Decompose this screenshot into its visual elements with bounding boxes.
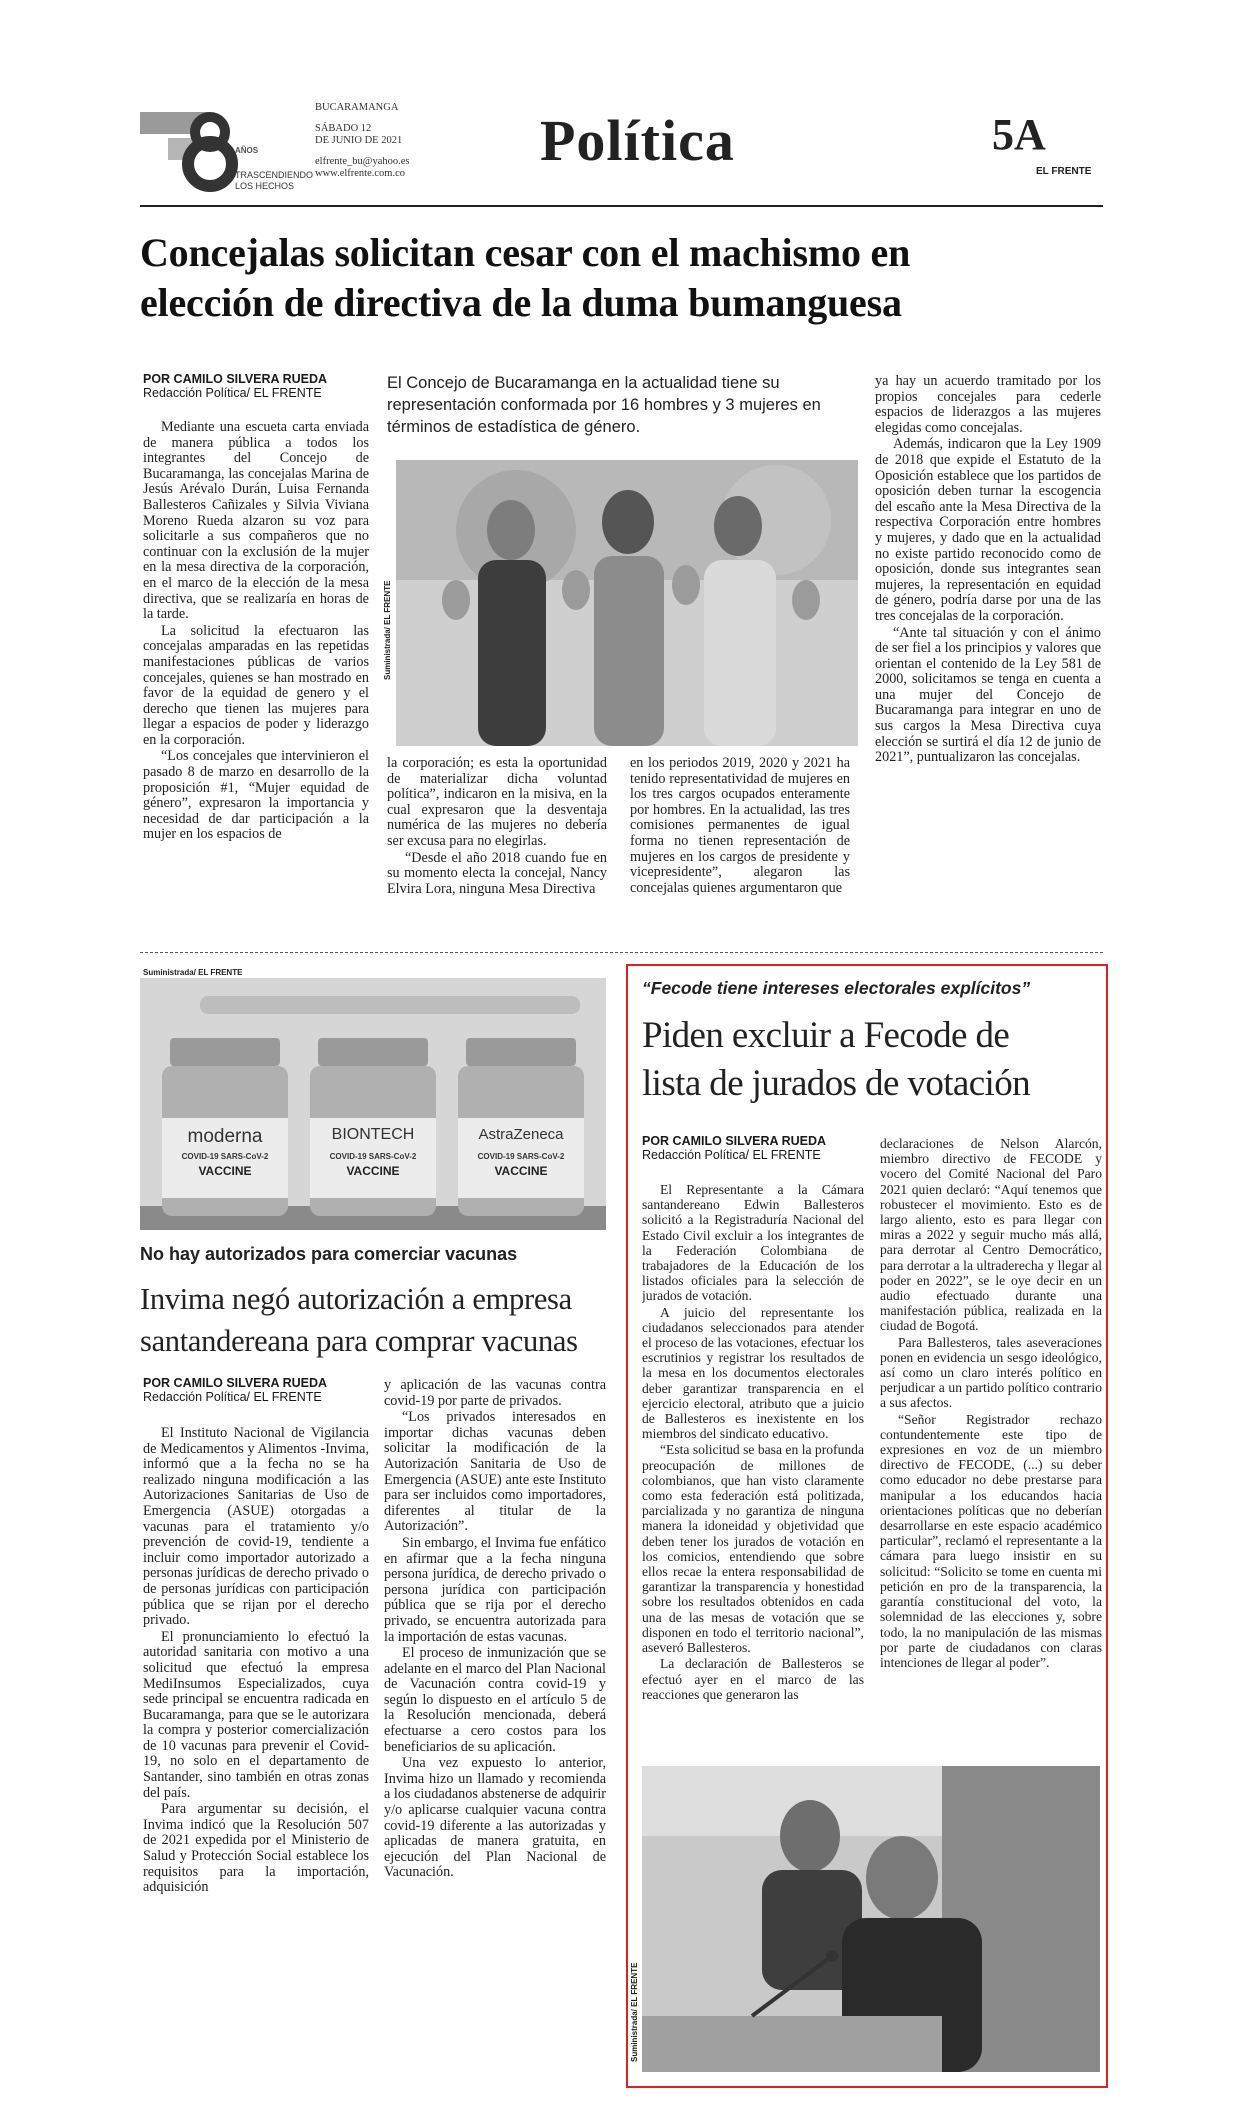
- paragraph: “Señor Registrador rechazo contundentemente este tipo de expresiones en voz de un miembro directivo de FECODE, (...) su deber como educador no debe prestarse para manipular a los educandos hacia orientaciones políticas que no deberían desarrollarse en este espacio académico particular”, reclamó el representante a la cámara para luego insistir en su solicitud: “Solicito se tome en cuenta mi petición en pro de la transparencia, la garantía constitucional del voto, la solemnidad de las elecciones y, sobre todo, la no manipulación de las mismas por parte de ciudadanos con claras intenciones de llegar al poder”.: [880, 1411, 1102, 1670]
- article2-col-1: [143, 1426, 369, 2058]
- article1-pull-quote: El Concejo de Bucaramanga en la actualidad tiene su representación conformada por 16 hombres y 3 mujeres en términos de estadística de género.: [387, 374, 821, 436]
- paragraph: El proceso de inmunización que se adelante en el marco del Plan Nacional de Vacunación contra covid-19 y según lo dispuesto en el artículo 5 de la Resolución mencionada, deberá efectuarse a cero costos para los beneficiarios de su aplicación.: [384, 1645, 606, 1755]
- paragraph: en los periodos 2019, 2020 y 2021 ha tenido representatividad de mujeres en los tres cargos ocupados enteramente por hombres. En la actualidad, las tres comisiones permanentes de igual forma no tienen representación de mujeres en los cargos de presidente y vicepresidente”, alegaron las concejalas quienes argumentaron que: [630, 756, 850, 896]
- paragraph: Mediante una escueta carta enviada de manera pública a todos los integrantes del Concejo de Bucaramanga, las concejalas Marina de Jesús Arévalo Durán, Luisa Fernanda Ballesteros Cañizales y Silvia Viviana Moreno Rueda alzaron su voz para solicitarle a sus compañeros que no continuar con la exclusión de la mujer en la mesa directiva de la corporación, en el marco de la elección de la mesa directiva, que se realizaría en horas de la tarde.: [143, 420, 369, 623]
- masthead: [140, 100, 1100, 206]
- paragraph: Sin embargo, el Invima fue enfático en afirmar que a la fecha ninguna persona jurídica, de derecho privado o persona jurídica con participación pública que se rija por el derecho privado, se encuentra autorizada para la importación de estas vacunas.: [384, 1534, 606, 1645]
- email: elfrente_bu@yahoo.es: [315, 155, 410, 167]
- paragraph: la corporación; es esta la oportunidad de materializar dicha voluntad política”, indicaron en la misiva, en la cual expresaron que la desventaja numérica de las mujeres no debería ser excusa para no elegirlas.: [387, 756, 607, 849]
- article2-col-2: [384, 1378, 606, 2058]
- article3-col-1: [642, 1182, 864, 1752]
- brand-label: EL FRENTE: [1036, 166, 1092, 177]
- article3-photo-credit: Suministrada/ EL FRENTE: [630, 1962, 639, 2062]
- vial-1-line: COVID-19 SARS-CoV-2: [181, 1152, 269, 1161]
- logo-sub-1: AÑOS: [235, 146, 259, 155]
- article1-col-4: [875, 374, 1101, 932]
- masthead-rule: [140, 205, 1103, 207]
- byline-name: POR CAMILO SILVERA RUEDA: [143, 372, 328, 386]
- paragraph: El Representante a la Cámara santandereano Edwin Ballesteros solicitó a la Registraduría Nacional del Estado Civil excluir a los integrantes de la Federación Colombiana de trabajadores de la Educación de los listados oficiales para la selección de jurados de votación.: [642, 1182, 864, 1304]
- article2-headline-line-1: Invima negó autorización a empresa: [140, 1282, 572, 1316]
- website: www.elfrente.com.co: [315, 168, 405, 179]
- vial-3-brand: AstraZeneca: [478, 1126, 564, 1143]
- paragraph: El Instituto Nacional de Vigilancia de Medicamentos y Alimentos -Invima, informó que a la fecha no se ha realizado ninguna modificación a las Autorizaciones Sanitarias de Uso de Emergencia (ASUE) otorgadas a vacunas para el tratamiento y/o prevención de covid-19, tendiente a incluir como importador autorizado a personas jurídicas de derecho privado o de personas jurídicas con participación pública que se rijan por el derecho privado.: [143, 1426, 369, 1629]
- byline-name: POR CAMILO SILVERA RUEDA: [642, 1134, 827, 1148]
- vial-2-line: COVID-19 SARS-CoV-2: [329, 1152, 417, 1161]
- article1-photo: [396, 460, 858, 746]
- paragraph: ya hay un acuerdo tramitado por los propios concejales para cederle espacios de liderazgos a las mujeres elegidas como concejalas.: [875, 374, 1101, 436]
- byline-sub: Redacción Política/ EL FRENTE: [642, 1148, 821, 1162]
- article2-headline-line-2: santandereana para comprar vacunas: [140, 1324, 578, 1358]
- article3-photo: [642, 1766, 1100, 2072]
- paragraph: y aplicación de las vacunas contra covid-19 por parte de privados.: [384, 1378, 606, 1409]
- article1-headline-line-1: Concejalas solicitan cesar con el machismo en: [140, 230, 911, 275]
- vial-2-vaccine: VACCINE: [346, 1164, 400, 1178]
- article1-byline: [143, 372, 373, 400]
- logo-sub-2: TRASCENDIENDO: [235, 170, 314, 180]
- article2-kicker: No hay autorizados para comerciar vacunas: [140, 1244, 518, 1264]
- article1-photo-credit: Suministrada/ EL FRENTE: [383, 580, 392, 680]
- representative-photo-icon: [642, 1766, 1100, 2072]
- section-divider: [140, 952, 1103, 953]
- paragraph: “Desde el año 2018 cuando fue en su momento electa la concejal, Nancy Elvira Lora, ninguna Mesa Directiva: [387, 849, 607, 897]
- article3-headline-line-2: lista de jurados de votación: [642, 1063, 1031, 1104]
- byline-sub: Redacción Política/ EL FRENTE: [143, 1390, 322, 1404]
- byline-sub: Redacción Política/ EL FRENTE: [143, 386, 322, 400]
- paragraph: Para Ballesteros, tales aseveraciones ponen en evidencia un sesgo ideológico, así como un claro interés político en perjudicar a un partido político contrario a sus afectos.: [880, 1334, 1102, 1411]
- paragraph: “Los privados interesados en importar dichas vacunas deben solicitar la modificación de la Autorización Sanitaria de Uso de Emergencia (ASUE) ante este Instituto para ser incluidos como importadores, diferentes al titular de la Autorización”.: [384, 1409, 606, 1535]
- byline-name: POR CAMILO SILVERA RUEDA: [143, 1376, 328, 1390]
- logo: [140, 100, 315, 196]
- paragraph: “Ante tal situación y con el ánimo de ser fiel a los principios y valores que orientan el contenido de la Ley 581 de 2000, solicitamos se tenga en cuenta a una mujer del Concejo de Bucaramanga para integrar en uno de sus cargos la Mesa Directiva cuya elección se surtirá el día 12 de junio de 2021”, puntualizaron las concejalas.: [875, 624, 1101, 766]
- article1-col-2: [387, 756, 607, 932]
- article2-photo: [140, 978, 606, 1230]
- article2-byline: [143, 1376, 373, 1404]
- paragraph: Para argumentar su decisión, el Invima indicó que la Resolución 507 de 2021 expedida por el Ministerio de Salud y Protección Social establece los requisitos para la importación, adquisición: [143, 1801, 369, 1896]
- section-title: Política: [540, 108, 735, 173]
- paragraph: A juicio del representante los ciudadanos seleccionados para atender el proceso de las votaciones, efectuar los escrutinios y registrar los resultados de la mesa en los documentos electorales deber garantizar transparencia en el ejercicio electoral, atributo que a juicio de Ballesteros es inexistente en los miembros del sindicato educativo.: [642, 1304, 864, 1442]
- article1-headline-line-2: elección de directiva de la duma bumanguesa: [140, 280, 902, 325]
- paragraph: La solicitud la efectuaron las concejalas amparadas en las repetidas manifestaciones públicas de varios concejales, quienes se han mostrado en favor de la equidad de genero y el derecho que tienen las mujeres para llegar a espacios de poder y liderazgo en la corporación.: [143, 622, 369, 748]
- vial-3-vaccine: VACCINE: [494, 1164, 548, 1178]
- article1-col-3: [630, 756, 850, 932]
- article1-headline: [140, 228, 1100, 328]
- vaccine-vials-icon: [140, 978, 606, 1230]
- article3-col-2: [880, 1136, 1102, 1752]
- paragraph: Una vez expuesto lo anterior, Invima hizo un llamado y recomienda a los ciudadanos abstenerse de adquirir y/o aplicarse cualquier vacuna contra covid-19 diferente a las autorizadas y aplicadas de manera gratuita, en ejecución del Plan Nacional de Vacunación.: [384, 1755, 606, 1881]
- paragraph: La declaración de Ballesteros se efectuó ayer en el marco de las reacciones que generaron las: [642, 1656, 864, 1702]
- concejalas-photo-icon: [396, 460, 858, 746]
- page-number: 5A: [992, 110, 1046, 159]
- paragraph: declaraciones de Nelson Alarcón, miembro directivo de FECODE y vocero del Comité Nacional del Paro 2021 quien declaró: “Aquí tenemos que robustecer el movimiento. Esto es de largo aliento, esto es para llegar con miras a 2022 y seguir mucho más allá, para derrotar al Centro Democrático, para derrotar a la ultraderecha y llegar al poder en 2022”, se le oye decir en un audio efectuado durante una manifestación pública, realizada en la ciudad de Bogotá.: [880, 1136, 1102, 1334]
- article3-kicker: “Fecode tiene intereses electorales explícitos”: [642, 978, 1031, 998]
- article2-photo-credit: Suministrada/ EL FRENTE: [143, 968, 243, 977]
- vial-2-brand: BIONTECH: [331, 1126, 415, 1143]
- article3-byline: [642, 1134, 862, 1162]
- article3-headline-line-1: Piden excluir a Fecode de: [642, 1015, 1010, 1056]
- article2-headline: [140, 1278, 610, 1362]
- paragraph: “Esta solicitud se basa en la profunda preocupación de millones de colombianos, que han visto claramente como esta federación está politizada, parcializada y no garantiza de ninguna manera la idoneidad y objetividad que deben tener los jurados de votación en los comicios, entendiendo que sobre ellos recae la entera responsabilidad de garantizar la transparencia y honestidad sobre los resultados obtenidos en cada una de las mesas de votación que se disponen en todo el territorio nacional”, aseveró Ballesteros.: [642, 1442, 864, 1656]
- article1-col-1: [143, 420, 369, 932]
- dateline: [315, 102, 455, 181]
- paragraph: El pronunciamiento lo efectuó la autoridad sanitaria con motivo a una solicitud que efectuó la empresa MediInsumos Especializados, cuya sede principal se encuentra radicada en Bucaramanga, para que se le autorizara la compra y posterior comercialización de 10 vacunas para prevenir el Covid-19, no solo en el departamento de Santander, sino también en otras zonas del país.: [143, 1628, 369, 1801]
- date-line-1: SÁBADO 12: [315, 122, 372, 134]
- article3-headline: [642, 1012, 1102, 1108]
- paragraph: Además, indicaron que la Ley 1909 de 2018 que expide el Estatuto de la Oposición establece que los partidos de oposición deben turnar la escogencia del escaño ante la Mesa Directiva de la respectiva Corporación entre hombres y mujeres, y dado que en la actualidad no existe partido reconocido como de oposición, donde sus integrantes sean mujeres, la representación en equidad de género, podría darse por una de las tres concejalas de la corporación.: [875, 436, 1101, 624]
- vial-1-vaccine: VACCINE: [198, 1164, 252, 1178]
- vial-3-line: COVID-19 SARS-CoV-2: [477, 1152, 565, 1161]
- vial-1-brand: moderna: [187, 1126, 263, 1147]
- city: BUCARAMANGA: [315, 102, 399, 113]
- logo-sub-3: LOS HECHOS: [235, 181, 295, 191]
- date-line-2: DE JUNIO DE 2021: [315, 135, 403, 146]
- paragraph: “Los concejales que intervinieron el pasado 8 de marzo en desarrollo de la proposición #1, “Mujer equidad de género”, expresaron la importancia y necesidad de dar participación a la mujer en los espacios de: [143, 748, 369, 843]
